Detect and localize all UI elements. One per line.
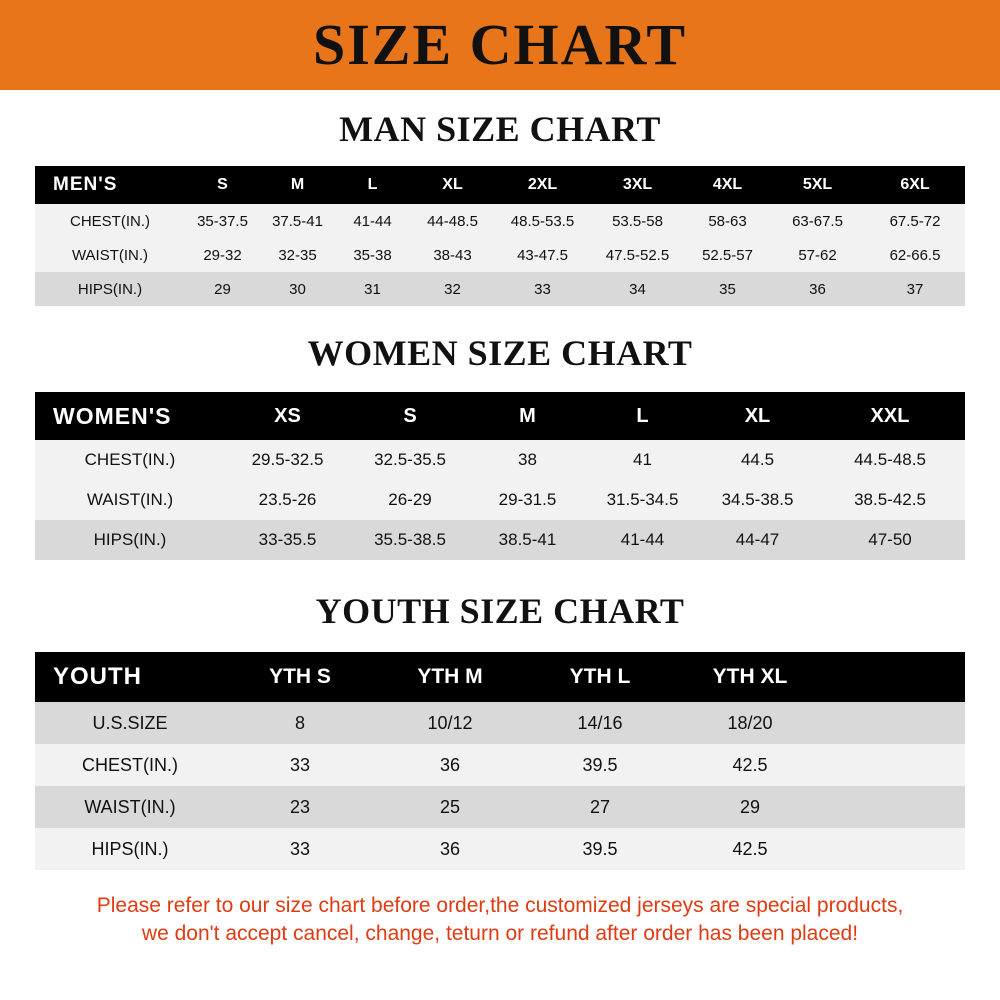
youth-cell: 33 [225,744,375,786]
man-cell: 30 [260,272,335,306]
youth-row-label: CHEST(IN.) [35,744,225,786]
man-cell: 37.5-41 [260,204,335,238]
women-header-cell: WOMEN'S [35,392,225,440]
women-cell: 29-31.5 [470,480,585,520]
man-cell: 32-35 [260,238,335,272]
youth-cell: 36 [375,744,525,786]
youth-cell: 23 [225,786,375,828]
women-cell: 44.5-48.5 [815,440,965,480]
women-cell: 47-50 [815,520,965,560]
youth-cell: 29 [675,786,825,828]
footer-note [22,892,978,949]
youth-cell: 42.5 [675,744,825,786]
youth-cell: 39.5 [525,828,675,870]
youth-row-label: HIPS(IN.) [35,828,225,870]
man-cell: 35 [685,272,770,306]
youth-table-wrap [35,652,965,870]
women-cell: 26-29 [350,480,470,520]
women-table-header-row [35,392,965,440]
man-header-cell: XL [410,166,495,204]
youth-header-spacer [825,652,965,702]
man-size-table [35,166,965,306]
women-header-cell: M [470,392,585,440]
man-header-cell: 4XL [685,166,770,204]
youth-header-cell: YTH M [375,652,525,702]
women-cell: 38 [470,440,585,480]
man-header-cell: 3XL [590,166,685,204]
footer-note-line-2: we don't accept cancel, change, teturn or refund after order has been placed! [141,922,859,946]
table-row [35,828,965,870]
man-cell: 38-43 [410,238,495,272]
man-cell: 36 [770,272,865,306]
man-header-cell: M [260,166,335,204]
youth-cell-spacer [825,786,965,828]
man-section-title: MAN SIZE CHART [339,109,661,149]
man-cell: 31 [335,272,410,306]
man-cell: 52.5-57 [685,238,770,272]
youth-header-cell: YTH S [225,652,375,702]
table-row [35,272,965,306]
man-cell: 53.5-58 [590,204,685,238]
man-cell: 47.5-52.5 [590,238,685,272]
women-header-cell: L [585,392,700,440]
youth-header-cell: YOUTH [35,652,225,702]
youth-row-label: WAIST(IN.) [35,786,225,828]
page-title: SIZE CHART [312,12,688,77]
women-cell: 33-35.5 [225,520,350,560]
women-header-cell: XS [225,392,350,440]
table-row [35,520,965,560]
man-cell: 34 [590,272,685,306]
youth-cell: 10/12 [375,702,525,744]
man-header-cell: 5XL [770,166,865,204]
man-cell: 33 [495,272,590,306]
women-cell: 34.5-38.5 [700,480,815,520]
man-header-cell: L [335,166,410,204]
women-row-label: HIPS(IN.) [35,520,225,560]
youth-cell: 8 [225,702,375,744]
women-cell: 44-47 [700,520,815,560]
man-cell: 62-66.5 [865,238,965,272]
youth-cell: 39.5 [525,744,675,786]
page-banner [0,0,1000,90]
man-table-wrap [35,166,965,306]
man-cell: 35-38 [335,238,410,272]
women-header-cell: S [350,392,470,440]
youth-cell: 27 [525,786,675,828]
youth-header-cell: YTH L [525,652,675,702]
women-header-cell: XL [700,392,815,440]
man-cell: 29 [185,272,260,306]
man-cell: 43-47.5 [495,238,590,272]
youth-cell: 25 [375,786,525,828]
man-cell: 37 [865,272,965,306]
women-cell: 35.5-38.5 [350,520,470,560]
man-cell: 67.5-72 [865,204,965,238]
table-row [35,238,965,272]
youth-cell: 33 [225,828,375,870]
women-cell: 23.5-26 [225,480,350,520]
man-table-header-row [35,166,965,204]
women-row-label: WAIST(IN.) [35,480,225,520]
man-header-cell: 6XL [865,166,965,204]
youth-section-title: YOUTH SIZE CHART [315,591,685,631]
women-table-wrap [35,392,965,560]
youth-cell: 36 [375,828,525,870]
youth-cell: 18/20 [675,702,825,744]
youth-table-header-row [35,652,965,702]
man-header-cell: S [185,166,260,204]
man-row-label: WAIST(IN.) [35,238,185,272]
women-section-title: WOMEN SIZE CHART [307,333,693,373]
youth-row-label: U.S.SIZE [35,702,225,744]
women-cell: 32.5-35.5 [350,440,470,480]
women-cell: 41-44 [585,520,700,560]
youth-size-table [35,652,965,870]
women-cell: 31.5-34.5 [585,480,700,520]
youth-cell-spacer [825,744,965,786]
women-size-table [35,392,965,560]
youth-cell: 42.5 [675,828,825,870]
man-cell: 41-44 [335,204,410,238]
man-row-label: CHEST(IN.) [35,204,185,238]
youth-cell-spacer [825,828,965,870]
table-row [35,440,965,480]
man-cell: 29-32 [185,238,260,272]
women-cell: 41 [585,440,700,480]
man-cell: 35-37.5 [185,204,260,238]
man-cell: 63-67.5 [770,204,865,238]
table-row [35,744,965,786]
table-row [35,786,965,828]
man-cell: 32 [410,272,495,306]
man-cell: 48.5-53.5 [495,204,590,238]
man-cell: 44-48.5 [410,204,495,238]
man-header-cell: MEN'S [35,166,185,204]
footer-note-line-1: Please refer to our size chart before order,the customized jerseys are special products, [96,894,904,917]
man-cell: 58-63 [685,204,770,238]
youth-cell-spacer [825,702,965,744]
man-header-cell: 2XL [495,166,590,204]
youth-cell: 14/16 [525,702,675,744]
man-row-label: HIPS(IN.) [35,272,185,306]
table-row [35,480,965,520]
table-row [35,702,965,744]
women-cell: 44.5 [700,440,815,480]
youth-header-cell: YTH XL [675,652,825,702]
women-row-label: CHEST(IN.) [35,440,225,480]
man-cell: 57-62 [770,238,865,272]
women-header-cell: XXL [815,392,965,440]
women-cell: 29.5-32.5 [225,440,350,480]
women-cell: 38.5-42.5 [815,480,965,520]
table-row [35,204,965,238]
women-cell: 38.5-41 [470,520,585,560]
